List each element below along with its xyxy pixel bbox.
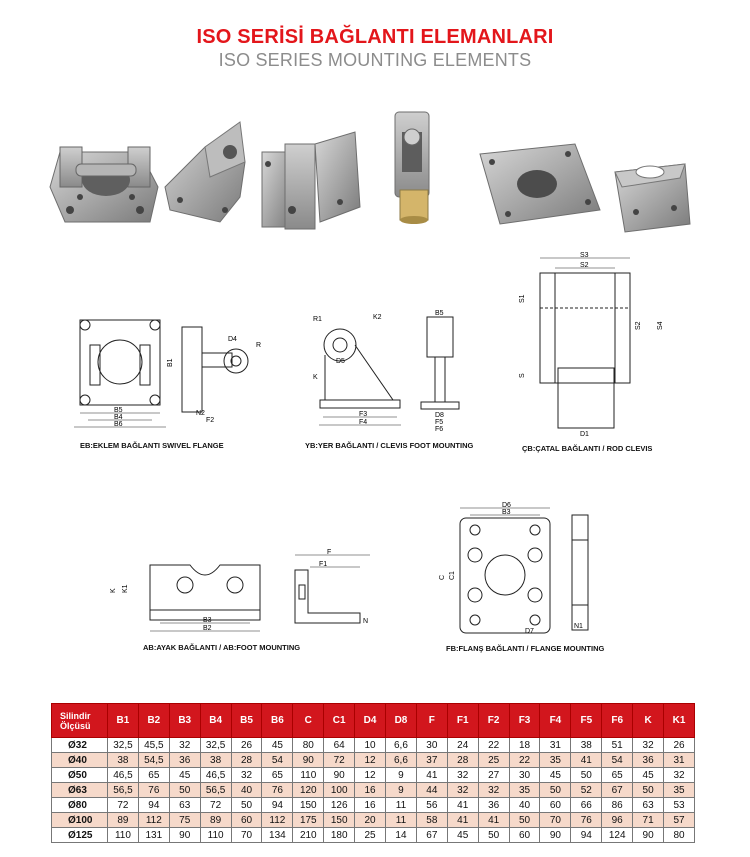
table-cell: 54 bbox=[602, 753, 633, 768]
yb-label-k2: K2 bbox=[373, 314, 382, 321]
cb-label-s1: S1 bbox=[519, 294, 526, 303]
table-cell: 94 bbox=[138, 798, 169, 813]
cylinder-size-cell: Ø80 bbox=[52, 798, 108, 813]
table-cell: 60 bbox=[509, 828, 540, 843]
table-cell: 63 bbox=[169, 798, 200, 813]
eb-label-f2: F2 bbox=[206, 417, 215, 424]
table-cell: 45 bbox=[447, 828, 478, 843]
table-cell: 150 bbox=[324, 813, 355, 828]
table-cell: 32,5 bbox=[108, 738, 139, 753]
table-cell: 210 bbox=[293, 828, 324, 843]
table-cell: 124 bbox=[602, 828, 633, 843]
yb-label-f4: F4 bbox=[359, 419, 368, 426]
table-cell: 14 bbox=[386, 828, 417, 843]
table-cell: 56 bbox=[416, 798, 447, 813]
table-row bbox=[52, 798, 695, 813]
table-cell: 110 bbox=[293, 768, 324, 783]
table-cell: 30 bbox=[416, 738, 447, 753]
table-row bbox=[52, 813, 695, 828]
table-cell: 60 bbox=[540, 798, 571, 813]
yb-drawing bbox=[305, 305, 485, 450]
table-cell: 45 bbox=[262, 738, 293, 753]
ab-label-n: N bbox=[363, 618, 369, 625]
table-cell: 18 bbox=[509, 738, 540, 753]
table-cell: 32 bbox=[169, 738, 200, 753]
table-cell: 112 bbox=[262, 813, 293, 828]
table-cell: 126 bbox=[324, 798, 355, 813]
table-cell: 31 bbox=[540, 738, 571, 753]
table-cell: 16 bbox=[355, 783, 386, 798]
cylinder-size-cell: Ø63 bbox=[52, 783, 108, 798]
flange-plate-photo bbox=[480, 144, 600, 224]
table-cell: 35 bbox=[540, 753, 571, 768]
table-cell: 50 bbox=[231, 798, 262, 813]
cb-label-s2: S2 bbox=[580, 262, 589, 269]
table-header-row bbox=[52, 704, 695, 738]
table-cell: 11 bbox=[386, 798, 417, 813]
table-cell: 96 bbox=[602, 813, 633, 828]
table-cell: 50 bbox=[169, 783, 200, 798]
yb-label-b5: B5 bbox=[435, 310, 444, 317]
table-cell: 67 bbox=[602, 783, 633, 798]
table-cell: 12 bbox=[355, 768, 386, 783]
table-cell: 131 bbox=[138, 828, 169, 843]
table-cell: 150 bbox=[293, 798, 324, 813]
ab-caption: AB:AYAK BAĞLANTI / AB:FOOT MOUNTING bbox=[143, 643, 301, 652]
table-row bbox=[52, 828, 695, 843]
table-cell: 72 bbox=[108, 798, 139, 813]
header-f6: F6 bbox=[602, 704, 633, 738]
table-cell: 66 bbox=[571, 798, 602, 813]
table-cell: 72 bbox=[324, 753, 355, 768]
table-cell: 32 bbox=[447, 768, 478, 783]
table-cell: 45 bbox=[633, 768, 664, 783]
table-cell: 89 bbox=[200, 813, 231, 828]
yb-label-d5: D5 bbox=[336, 358, 345, 365]
table-cell: 45 bbox=[169, 768, 200, 783]
table-cell: 90 bbox=[293, 753, 324, 768]
table-cell: 36 bbox=[478, 798, 509, 813]
header-f1: F1 bbox=[447, 704, 478, 738]
ab-label-b3: B3 bbox=[203, 617, 212, 624]
eb-label-b5: B5 bbox=[114, 407, 123, 414]
header-f2: F2 bbox=[478, 704, 509, 738]
yb-label-k: K bbox=[313, 374, 318, 381]
table-body bbox=[52, 738, 695, 843]
table-cell: 180 bbox=[324, 828, 355, 843]
header-b2: B2 bbox=[138, 704, 169, 738]
table-cell: 86 bbox=[602, 798, 633, 813]
table-cell: 40 bbox=[509, 798, 540, 813]
table-cell: 134 bbox=[262, 828, 293, 843]
cylinder-size-cell: Ø125 bbox=[52, 828, 108, 843]
header-k1: K1 bbox=[664, 704, 695, 738]
table-cell: 45 bbox=[540, 768, 571, 783]
table-cell: 37 bbox=[416, 753, 447, 768]
fb-label-n1: N1 bbox=[574, 623, 583, 630]
header-f3: F3 bbox=[509, 704, 540, 738]
eb-label-b4: B4 bbox=[114, 414, 123, 421]
table-cell: 90 bbox=[540, 828, 571, 843]
clevis-foot-photo bbox=[165, 122, 245, 222]
header-b1: B1 bbox=[108, 704, 139, 738]
cylinder-size-cell: Ø40 bbox=[52, 753, 108, 768]
table-cell: 6,6 bbox=[386, 753, 417, 768]
yb-label-f6: F6 bbox=[435, 426, 444, 433]
table-cell: 53 bbox=[664, 798, 695, 813]
table-cell: 32,5 bbox=[200, 738, 231, 753]
table-cell: 44 bbox=[416, 783, 447, 798]
table-cell: 100 bbox=[324, 783, 355, 798]
table-cell: 75 bbox=[169, 813, 200, 828]
table-cell: 110 bbox=[200, 828, 231, 843]
table-cell: 60 bbox=[231, 813, 262, 828]
table-cell: 64 bbox=[324, 738, 355, 753]
table-cell: 32 bbox=[447, 783, 478, 798]
fb-label-c: C bbox=[439, 574, 446, 580]
table-cell: 36 bbox=[169, 753, 200, 768]
table-cell: 38 bbox=[200, 753, 231, 768]
header-k: K bbox=[633, 704, 664, 738]
fb-label-d6: D6 bbox=[502, 502, 511, 509]
product-photos bbox=[40, 92, 710, 242]
table-cell: 46,5 bbox=[108, 768, 139, 783]
table-cell: 50 bbox=[509, 813, 540, 828]
eb-label-b1: B1 bbox=[167, 358, 174, 367]
table-cell: 110 bbox=[108, 828, 139, 843]
table-row bbox=[52, 738, 695, 753]
ab-label-b2: B2 bbox=[203, 625, 212, 632]
table-cell: 50 bbox=[478, 828, 509, 843]
ab-label-f1: F1 bbox=[319, 561, 328, 568]
table-cell: 50 bbox=[540, 783, 571, 798]
table-cell: 65 bbox=[602, 768, 633, 783]
table-cell: 32 bbox=[231, 768, 262, 783]
table-cell: 22 bbox=[478, 738, 509, 753]
table-cell: 76 bbox=[138, 783, 169, 798]
table-cell: 50 bbox=[571, 768, 602, 783]
table-cell: 94 bbox=[571, 828, 602, 843]
cylinder-size-cell: Ø50 bbox=[52, 768, 108, 783]
table-cell: 20 bbox=[355, 813, 386, 828]
table-cell: 35 bbox=[664, 783, 695, 798]
table-cell: 76 bbox=[571, 813, 602, 828]
table-cell: 51 bbox=[602, 738, 633, 753]
table-cell: 26 bbox=[231, 738, 262, 753]
header-b4: B4 bbox=[200, 704, 231, 738]
table-cell: 31 bbox=[664, 753, 695, 768]
cb-label-s4: S4 bbox=[657, 321, 664, 330]
table-cell: 70 bbox=[540, 813, 571, 828]
cylinder-size-cell: Ø100 bbox=[52, 813, 108, 828]
fb-caption: FB:FLANŞ BAĞLANTI / FLANGE MOUNTING bbox=[446, 644, 605, 653]
fb-label-c1: C1 bbox=[449, 571, 456, 580]
table-cell: 175 bbox=[293, 813, 324, 828]
header-f5: F5 bbox=[571, 704, 602, 738]
table-row bbox=[52, 783, 695, 798]
ab-drawing bbox=[105, 545, 385, 652]
table-cell: 112 bbox=[138, 813, 169, 828]
header-cylinder-size: Silindir Ölçüsü bbox=[52, 704, 108, 738]
cylinder-size-cell: Ø32 bbox=[52, 738, 108, 753]
table-cell: 46,5 bbox=[200, 768, 231, 783]
table-cell: 120 bbox=[293, 783, 324, 798]
cb-label-s3: S3 bbox=[580, 252, 589, 259]
table-cell: 41 bbox=[478, 813, 509, 828]
table-cell: 56,5 bbox=[200, 783, 231, 798]
table-cell: 76 bbox=[262, 783, 293, 798]
yb-label-f3: F3 bbox=[359, 411, 368, 418]
eb-label-r: R bbox=[256, 342, 262, 349]
table-cell: 54 bbox=[262, 753, 293, 768]
hinge-bracket-photo bbox=[262, 132, 360, 229]
eb-label-b6: B6 bbox=[114, 421, 123, 428]
header-f4: F4 bbox=[540, 704, 571, 738]
table-cell: 32 bbox=[478, 783, 509, 798]
table-cell: 25 bbox=[355, 828, 386, 843]
table-cell: 71 bbox=[633, 813, 664, 828]
table-cell: 22 bbox=[509, 753, 540, 768]
eb-caption: EB:EKLEM BAĞLANTI SWIVEL FLANGE bbox=[80, 441, 224, 450]
table-cell: 38 bbox=[571, 738, 602, 753]
table-cell: 27 bbox=[478, 768, 509, 783]
eb-label-d4: D4 bbox=[228, 336, 237, 343]
table-cell: 63 bbox=[633, 798, 664, 813]
table-cell: 35 bbox=[509, 783, 540, 798]
table-cell: 89 bbox=[108, 813, 139, 828]
table-cell: 45,5 bbox=[138, 738, 169, 753]
table-cell: 11 bbox=[386, 813, 417, 828]
table-cell: 50 bbox=[633, 783, 664, 798]
table-cell: 58 bbox=[416, 813, 447, 828]
table-cell: 32 bbox=[664, 768, 695, 783]
table-row bbox=[52, 768, 695, 783]
table-cell: 65 bbox=[262, 768, 293, 783]
table-cell: 9 bbox=[386, 783, 417, 798]
table-cell: 25 bbox=[478, 753, 509, 768]
table-cell: 41 bbox=[447, 798, 478, 813]
header-f: F bbox=[416, 704, 447, 738]
table-cell: 38 bbox=[108, 753, 139, 768]
header-d8: D8 bbox=[386, 704, 417, 738]
cb-drawing bbox=[510, 248, 680, 453]
swivel-flange-photo bbox=[50, 147, 158, 222]
fb-label-d7: D7 bbox=[525, 628, 534, 635]
table-cell: 54,5 bbox=[138, 753, 169, 768]
table-cell: 24 bbox=[447, 738, 478, 753]
table-cell: 57 bbox=[664, 813, 695, 828]
header-b5: B5 bbox=[231, 704, 262, 738]
ab-label-k1: K1 bbox=[122, 584, 129, 593]
cb-label-s: S bbox=[519, 373, 526, 378]
eb-label-n2: N2 bbox=[196, 410, 205, 417]
table-cell: 28 bbox=[447, 753, 478, 768]
table-cell: 6,6 bbox=[386, 738, 417, 753]
table-cell: 40 bbox=[231, 783, 262, 798]
table-cell: 32 bbox=[633, 738, 664, 753]
header-d4: D4 bbox=[355, 704, 386, 738]
table-cell: 9 bbox=[386, 768, 417, 783]
eb-drawing bbox=[60, 305, 280, 450]
header-b6: B6 bbox=[262, 704, 293, 738]
header-b3: B3 bbox=[169, 704, 200, 738]
table-cell: 90 bbox=[633, 828, 664, 843]
table-cell: 65 bbox=[138, 768, 169, 783]
yb-label-d8: D8 bbox=[435, 412, 444, 419]
table-cell: 41 bbox=[416, 768, 447, 783]
table-cell: 56,5 bbox=[108, 783, 139, 798]
yb-label-r1: R1 bbox=[313, 316, 322, 323]
foot-angle-photo bbox=[615, 164, 690, 232]
table-cell: 90 bbox=[324, 768, 355, 783]
table-cell: 67 bbox=[416, 828, 447, 843]
table-cell: 36 bbox=[633, 753, 664, 768]
table-cell: 80 bbox=[293, 738, 324, 753]
yb-label-f5: F5 bbox=[435, 419, 444, 426]
table-cell: 41 bbox=[447, 813, 478, 828]
table-cell: 28 bbox=[231, 753, 262, 768]
table-cell: 94 bbox=[262, 798, 293, 813]
yb-caption: YB:YER BAĞLANTI / CLEVIS FOOT MOUNTING bbox=[305, 441, 474, 450]
table-cell: 41 bbox=[571, 753, 602, 768]
table-cell: 72 bbox=[200, 798, 231, 813]
ab-label-k: K bbox=[110, 588, 117, 593]
cb-label-d1: D1 bbox=[580, 431, 589, 438]
header-c: C bbox=[293, 704, 324, 738]
table-cell: 80 bbox=[664, 828, 695, 843]
table-cell: 52 bbox=[571, 783, 602, 798]
table-cell: 70 bbox=[231, 828, 262, 843]
table-cell: 90 bbox=[169, 828, 200, 843]
table-row bbox=[52, 753, 695, 768]
rod-clevis-photo bbox=[395, 112, 429, 224]
table-cell: 16 bbox=[355, 798, 386, 813]
fb-drawing bbox=[430, 500, 605, 653]
ab-label-f: F bbox=[327, 549, 332, 556]
dimensions-table bbox=[51, 703, 695, 843]
page-title: ISO SERİSİ BAĞLANTI ELEMANLARI bbox=[196, 26, 554, 48]
table-cell: 10 bbox=[355, 738, 386, 753]
fb-label-b3: B3 bbox=[502, 509, 511, 516]
cb-caption: ÇB:ÇATAL BAĞLANTI / ROD CLEVIS bbox=[522, 444, 653, 453]
page-subtitle: ISO SERIES MOUNTING ELEMENTS bbox=[218, 50, 532, 70]
table-cell: 12 bbox=[355, 753, 386, 768]
header-c1: C1 bbox=[324, 704, 355, 738]
cb-label-s2-side: S2 bbox=[635, 321, 642, 330]
table-cell: 26 bbox=[664, 738, 695, 753]
table-cell: 30 bbox=[509, 768, 540, 783]
